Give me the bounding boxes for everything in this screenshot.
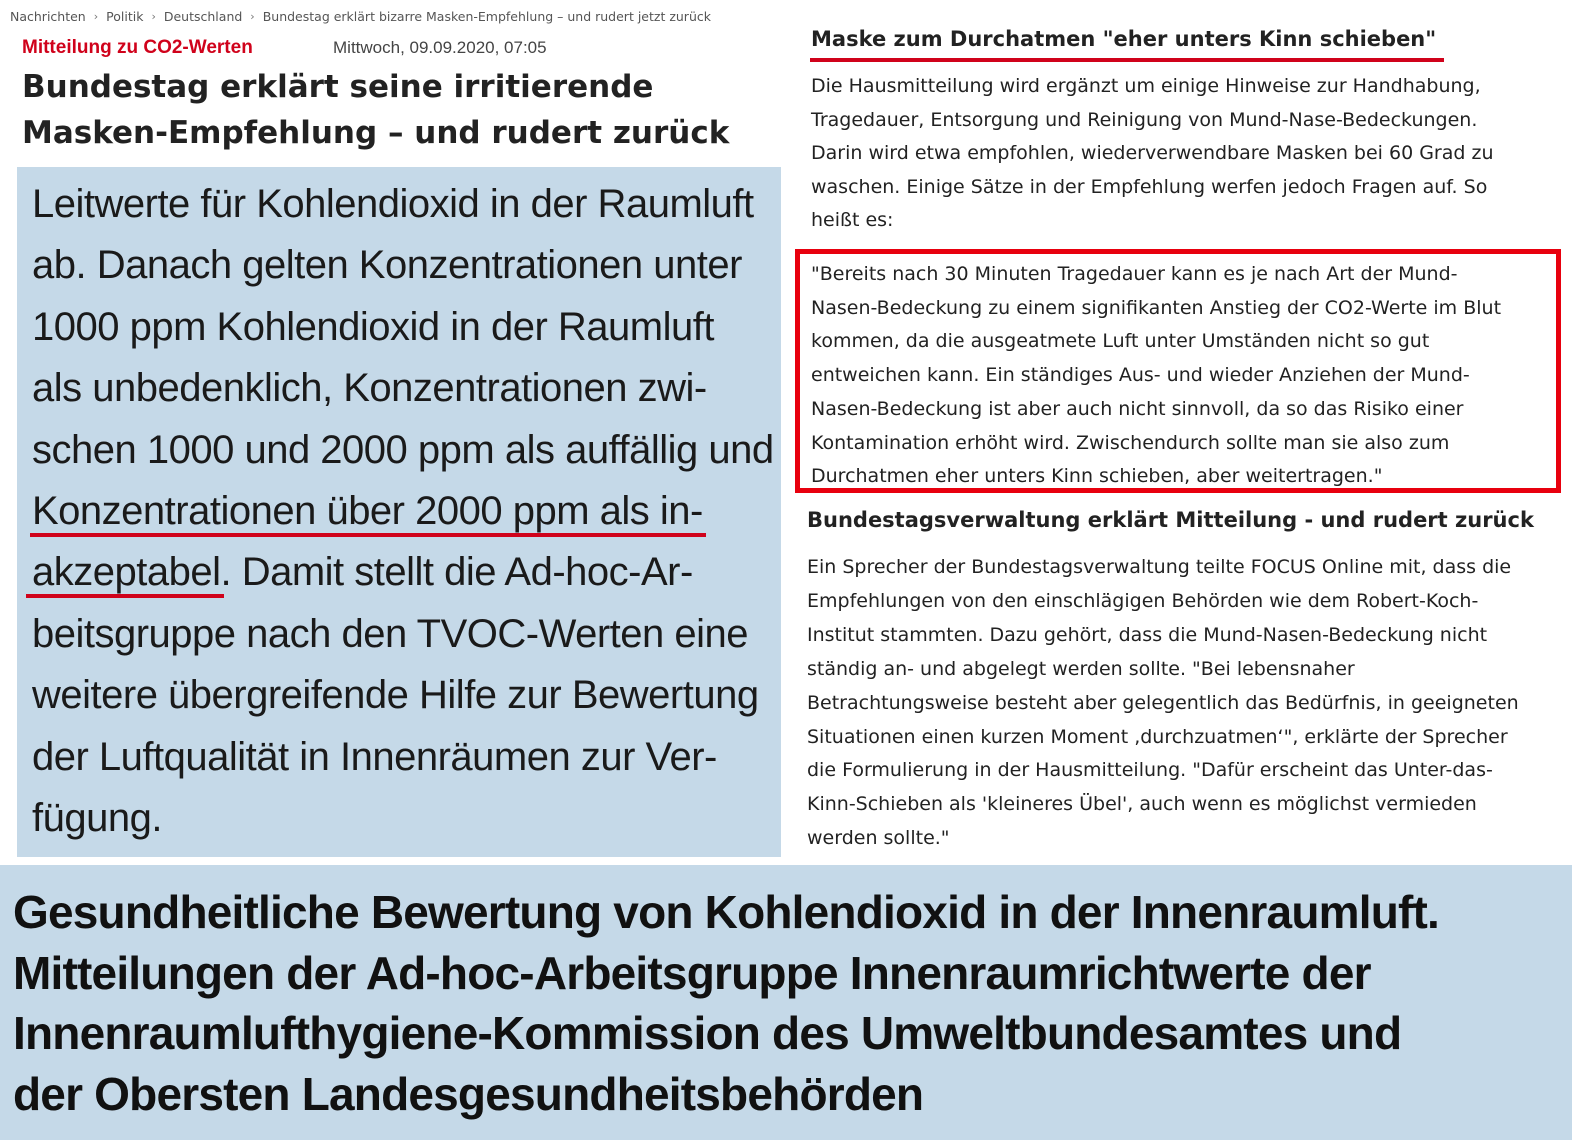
breadcrumb-item-politik[interactable]: Politik <box>106 8 144 24</box>
paragraph-line: Ein Sprecher der Bundestagsverwaltung teilte FOCUS Online mit, dass die <box>807 556 1512 578</box>
quote-line: Kontamination erhöht wird. Zwischendurch sollte man sie also zum <box>811 431 1450 454</box>
quote-line: entweichen kann. Ein ständiges Aus- und wieder Anziehen der Mund- <box>811 364 1470 387</box>
paragraph-line: werden sollte." <box>807 827 950 850</box>
paragraph-line: Institut stammten. Dazu gehört, dass die Mund-Nasen-Bedeckung nicht <box>807 623 1488 646</box>
excerpt-line: akzeptabel. Damit stellt die Ad-hoc-Ar- <box>32 550 693 595</box>
article-headline <box>22 64 782 156</box>
section-title-mask: Maske zum Durchatmen "eher unters Kinn schieben" <box>811 27 1437 51</box>
excerpt-line: ab. Danach gelten Konzentrationen unter <box>32 243 742 288</box>
article-date: Mittwoch, 09.09.2020, 07:05 <box>333 38 547 57</box>
paragraph-line: heißt es: <box>811 209 894 232</box>
paragraph-line: waschen. Einige Sätze in der Empfehlung werfen jedoch Fragen auf. So <box>811 175 1488 198</box>
excerpt-line: als unbedenklich, Konzentrationen zwi- <box>32 366 707 411</box>
section-title-verwaltung: Bundestagsverwaltung erklärt Mitteilung - und rudert zurück <box>807 508 1534 532</box>
excerpt-line: Leitwerte für Kohlendioxid in der Raumluft <box>32 182 754 226</box>
excerpt-text <box>32 174 782 849</box>
breadcrumb-item-current: Bundestag erklärt bizarre Masken-Empfehlung – und rudert jetzt zurück <box>262 8 711 24</box>
article-kicker: Mitteilung zu CO2-Werten <box>22 37 253 58</box>
paragraph-line: Tragedauer, Entsorgung und Reinigung von Mund-Nase-Bedeckungen. <box>811 108 1478 131</box>
chevron-right-icon: › <box>93 9 99 23</box>
headline-line: Bundestag erklärt seine irritierende <box>22 69 654 105</box>
excerpt-line: schen 1000 und 2000 ppm als auffällig und <box>32 427 774 472</box>
source-title-line: der Obersten Landesgesundheitsbehörden <box>13 1067 924 1120</box>
quote-paragraph <box>811 258 1556 494</box>
quote-line: Nasen-Bedeckung zu einem signifikanten Anstieg der CO2-Werte im Blut <box>811 296 1502 319</box>
excerpt-line: der Luftqualität in Innenräumen zur Ver- <box>32 734 717 779</box>
paragraph-line: Betrachtungsweise besteht aber gelegentlich das Bedürfnis, in geeigneten <box>807 691 1519 714</box>
source-title-line: Innenraumlufthygiene-Kommission des Umweltbundesamtes und <box>13 1007 1402 1059</box>
chevron-right-icon: › <box>250 9 255 23</box>
intro-paragraph <box>811 70 1556 238</box>
paragraph-line: Empfehlungen von den einschlägigen Behörden wie dem Robert-Koch- <box>807 589 1479 612</box>
excerpt-line: Konzentrationen über 2000 ppm als in- <box>32 489 703 534</box>
highlight-underline <box>30 533 706 537</box>
paragraph-line: Kinn-Schieben als 'kleineres Übel', auch wenn es möglichst vermieden <box>807 793 1477 816</box>
breadcrumb-item-nachrichten[interactable]: Nachrichten <box>10 8 86 24</box>
paragraph-line: ständig an- und abgelegt werden sollte. "Bei lebensnaher <box>807 657 1355 680</box>
paragraph-line: Die Hausmitteilung wird ergänzt um einige Hinweise zur Handhabung, <box>811 75 1481 97</box>
title-underline <box>810 58 1444 62</box>
excerpt-line: fügung. <box>32 796 162 841</box>
headline-line: Masken-Empfehlung – und rudert zurück <box>22 115 730 151</box>
source-title <box>13 882 1568 1124</box>
paragraph-line: Darin wird etwa empfohlen, wiederverwendbare Masken bei 60 Grad zu <box>811 142 1494 165</box>
verwaltung-paragraph <box>807 551 1557 856</box>
quote-line: Durchatmen eher unters Kinn schieben, aber weitertragen." <box>811 465 1383 488</box>
paragraph-line: die Formulierung in der Hausmitteilung. "Dafür erscheint das Unter-das- <box>807 759 1493 782</box>
quote-line: Nasen-Bedeckung ist aber auch nicht sinnvoll, da so das Risiko einer <box>811 397 1464 420</box>
highlight-underline <box>26 594 224 598</box>
quote-line: "Bereits nach 30 Minuten Tragedauer kann es je nach Art der Mund- <box>811 263 1458 285</box>
quote-line: kommen, da die ausgeatmete Luft unter Umständen nicht so gut <box>811 330 1430 353</box>
breadcrumb-item-deutschland[interactable]: Deutschland <box>163 8 243 24</box>
paragraph-line: Situationen einen kurzen Moment ‚durchzuatmen‘", erklärte der Sprecher <box>807 725 1508 748</box>
source-title-line: Mitteilungen der Ad-hoc-Arbeitsgruppe Innenraumrichtwerte der <box>13 946 1371 999</box>
excerpt-line: 1000 ppm Kohlendioxid in der Raumluft <box>32 304 714 349</box>
source-title-line: Gesundheitliche Bewertung von Kohlendioxid in der Innenraumluft. <box>13 886 1440 938</box>
excerpt-line: beitsgruppe nach den TVOC-Werten eine <box>32 611 749 656</box>
chevron-right-icon: › <box>151 9 156 23</box>
excerpt-line: weitere übergreifende Hilfe zur Bewertung <box>32 673 759 718</box>
breadcrumb <box>10 7 711 25</box>
